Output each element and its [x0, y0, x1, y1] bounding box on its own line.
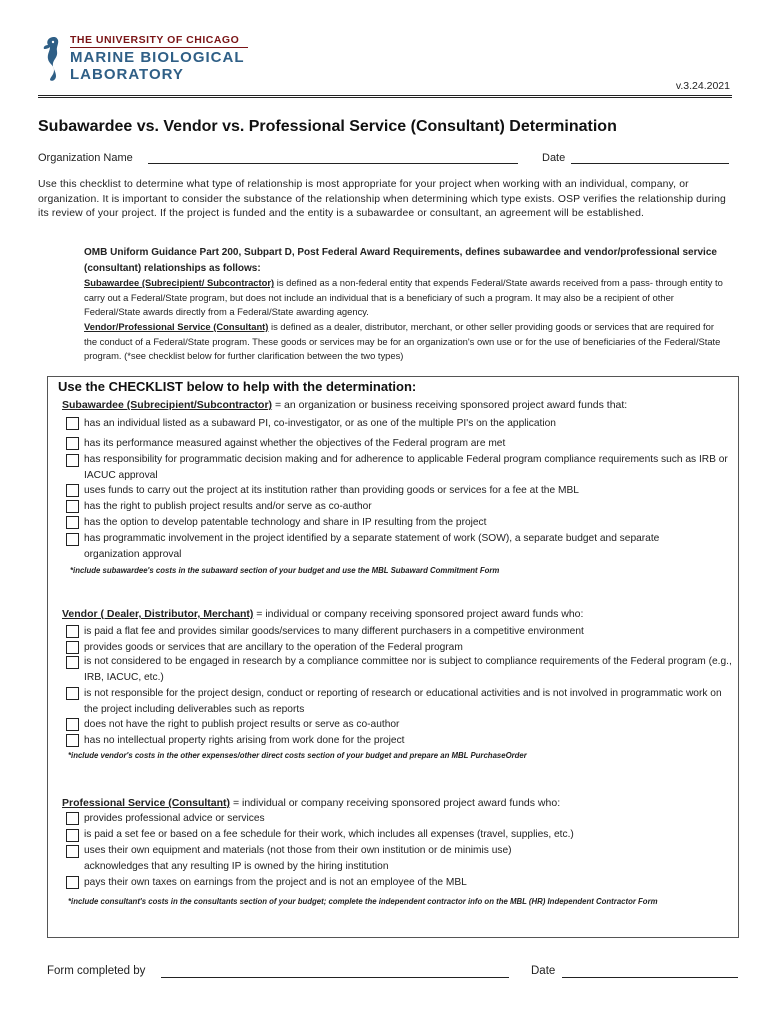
- consultant-checkbox-1[interactable]: [66, 812, 79, 825]
- consultant-heading: Professional Service (Consultant) = individual or company receiving sponsored project award funds who:: [62, 797, 561, 809]
- vendor-checkbox-3[interactable]: [66, 656, 79, 669]
- omb-subawardee-def: is defined as a non-federal entity that expends Federal/State awards received from a pass- through entity to carry out a Federal/State program, but does not include an individual that is a beneficiary of such a program. It may also be a recipient of other Federal/State awards directly from a Federal/State awarding agency.: [84, 277, 723, 318]
- subawardee-item-5: has the right to publish project results and/or serve as co-author: [84, 501, 372, 512]
- vendor-note: *include vendor's costs in the other expenses/other direct costs section of your budget and prepare an MBL PurchaseOrder: [68, 751, 527, 760]
- logo-divider: [70, 47, 248, 48]
- vendor-item-5: does not have the right to publish project results or serve as co-author: [84, 719, 400, 730]
- vendor-checkbox-2[interactable]: [66, 641, 79, 654]
- consultant-item-5: pays their own taxes on earnings from the project and is not an employee of the MBL: [84, 877, 467, 888]
- consultant-checkbox-2[interactable]: [66, 829, 79, 842]
- vendor-checkbox-4[interactable]: [66, 687, 79, 700]
- vendor-item-2: provides goods or services that are ancillary to the operation of the Federal program: [84, 642, 463, 653]
- vendor-checkbox-6[interactable]: [66, 734, 79, 747]
- subawardee-item-7: has programmatic involvement in the project identified by a separate statement of work (SOW), a separate budget and separate organization approval: [84, 533, 660, 560]
- lab-name-line1: MARINE BIOLOGICAL: [70, 49, 245, 66]
- date-label: Date: [542, 152, 566, 164]
- subawardee-checkbox-4[interactable]: [66, 484, 79, 497]
- form-completed-by-label: Form completed by: [47, 965, 146, 977]
- form-completed-by-field[interactable]: [161, 977, 509, 978]
- page-title: Subawardee vs. Vendor vs. Professional Service (Consultant) Determination: [38, 118, 617, 135]
- header-rule: [38, 95, 732, 96]
- seahorse-logo-icon: [40, 35, 66, 83]
- consultant-note: *include consultant's costs in the consultants section of your budget; complete the independent contractor info on the MBL (HR) Independent Contractor Form: [68, 897, 658, 906]
- vendor-item-6: has no intellectual property rights arising from work done for the project: [84, 735, 405, 746]
- omb-vendor-def: is defined as a dealer, distributor, merchant, or other seller providing goods or services that are required for the conduct of a Federal/State program. These goods or services may be for an organization's own use or for the use of beneficiaries of the Federal/State program. (*see checklist below for further clarification between the two types): [84, 320, 721, 362]
- lab-name-line2: LABORATORY: [70, 66, 184, 83]
- vendor-checkbox-5[interactable]: [66, 718, 79, 731]
- consultant-item-2: is paid a set fee or based on a fee schedule for their work, which includes all expenses (travel, supplies, etc.): [84, 829, 574, 840]
- vendor-checkbox-1[interactable]: [66, 625, 79, 638]
- intro-paragraph: Use this checklist to determine what type of relationship is most appropriate for your project when working with an individual, company, or organization. It is important to consider the substance of the relationship when determining which type exists. OSP verifies the relationship during its review of your project. If the project is funded and the entity is a subawardee or consultant, an agreement will be established.: [38, 179, 726, 219]
- subawardee-item-4: uses funds to carry out the project at its institution rather than providing goods or services for a fee at the MBL: [84, 485, 579, 496]
- subawardee-heading: Subawardee (Subrecipient/Subcontractor) = an organization or business receiving sponsored project award funds that:: [62, 399, 628, 411]
- consultant-item-1: provides professional advice or services: [84, 813, 265, 824]
- footer-date-label: Date: [531, 965, 556, 977]
- organization-label: Organization Name: [38, 152, 133, 164]
- subawardee-checkbox-7[interactable]: [66, 533, 79, 546]
- subawardee-item-2: has its performance measured against whether the objectives of the Federal program are met: [84, 438, 506, 449]
- consultant-checkbox-3[interactable]: [66, 845, 79, 858]
- vendor-item-4: is not responsible for the project design, conduct or reporting of research or educational activities and is not involved in programmatic work on the project including deliverables such as reports: [84, 688, 722, 715]
- footer-date-field[interactable]: [562, 977, 738, 978]
- omb-heading: OMB Uniform Guidance Part 200, Subpart D, Post Federal Award Requirements, defines subawardee and vendor/professional service (consultant) relationships as follows:: [84, 247, 717, 274]
- subawardee-item-1: has an individual listed as a subaward PI, co-investigator, or as one of the multiple PI's on the application: [84, 418, 556, 429]
- vendor-heading: Vendor ( Dealer, Distributor, Merchant) = individual or company receiving sponsored project award funds who:: [62, 608, 584, 620]
- version-label: v.3.24.2021: [675, 80, 730, 92]
- subawardee-checkbox-6[interactable]: [66, 516, 79, 529]
- omb-subawardee-term: Subawardee (Subrecipient/ Subcontractor): [84, 277, 275, 289]
- university-name: THE UNIVERSITY OF CHICAGO: [70, 34, 240, 46]
- subawardee-item-3: has responsibility for programmatic decision making and for adherence to applicable Federal program compliance requirements such as IRB or IACUC approval: [84, 454, 728, 481]
- subawardee-checkbox-2[interactable]: [66, 437, 79, 450]
- header-rule-2: [38, 97, 732, 98]
- consultant-checkbox-5[interactable]: [66, 876, 79, 889]
- subawardee-item-6: has the option to develop patentable technology and share in IP resulting from the project: [84, 517, 487, 528]
- subawardee-checkbox-1[interactable]: [66, 417, 79, 430]
- omb-vendor-term: Vendor/Professional Service (Consultant): [84, 320, 269, 332]
- vendor-item-1: is paid a flat fee and provides similar goods/services to many different purchasers in a competitive environment: [84, 626, 584, 637]
- date-field[interactable]: [571, 163, 729, 164]
- subawardee-checkbox-5[interactable]: [66, 500, 79, 513]
- consultant-item-4: acknowledges that any resulting IP is owned by the hiring institution: [84, 861, 389, 872]
- subawardee-note: *include subawardee's costs in the subaward section of your budget and use the MBL Subaward Commitment Form: [70, 566, 500, 575]
- consultant-item-3: uses their own equipment and materials (not those from their own institution or de minimis use): [84, 845, 512, 856]
- subawardee-checkbox-3[interactable]: [66, 454, 79, 467]
- vendor-item-3: is not considered to be engaged in research by a compliance committee nor is subject to compliance requirements of the Federal program (e.g., IRB, IACUC, etc.): [84, 656, 732, 683]
- omb-definitions: [84, 245, 724, 364]
- organization-name-field[interactable]: [148, 163, 518, 164]
- checklist-title: Use the CHECKLIST below to help with the determination:: [58, 379, 417, 394]
